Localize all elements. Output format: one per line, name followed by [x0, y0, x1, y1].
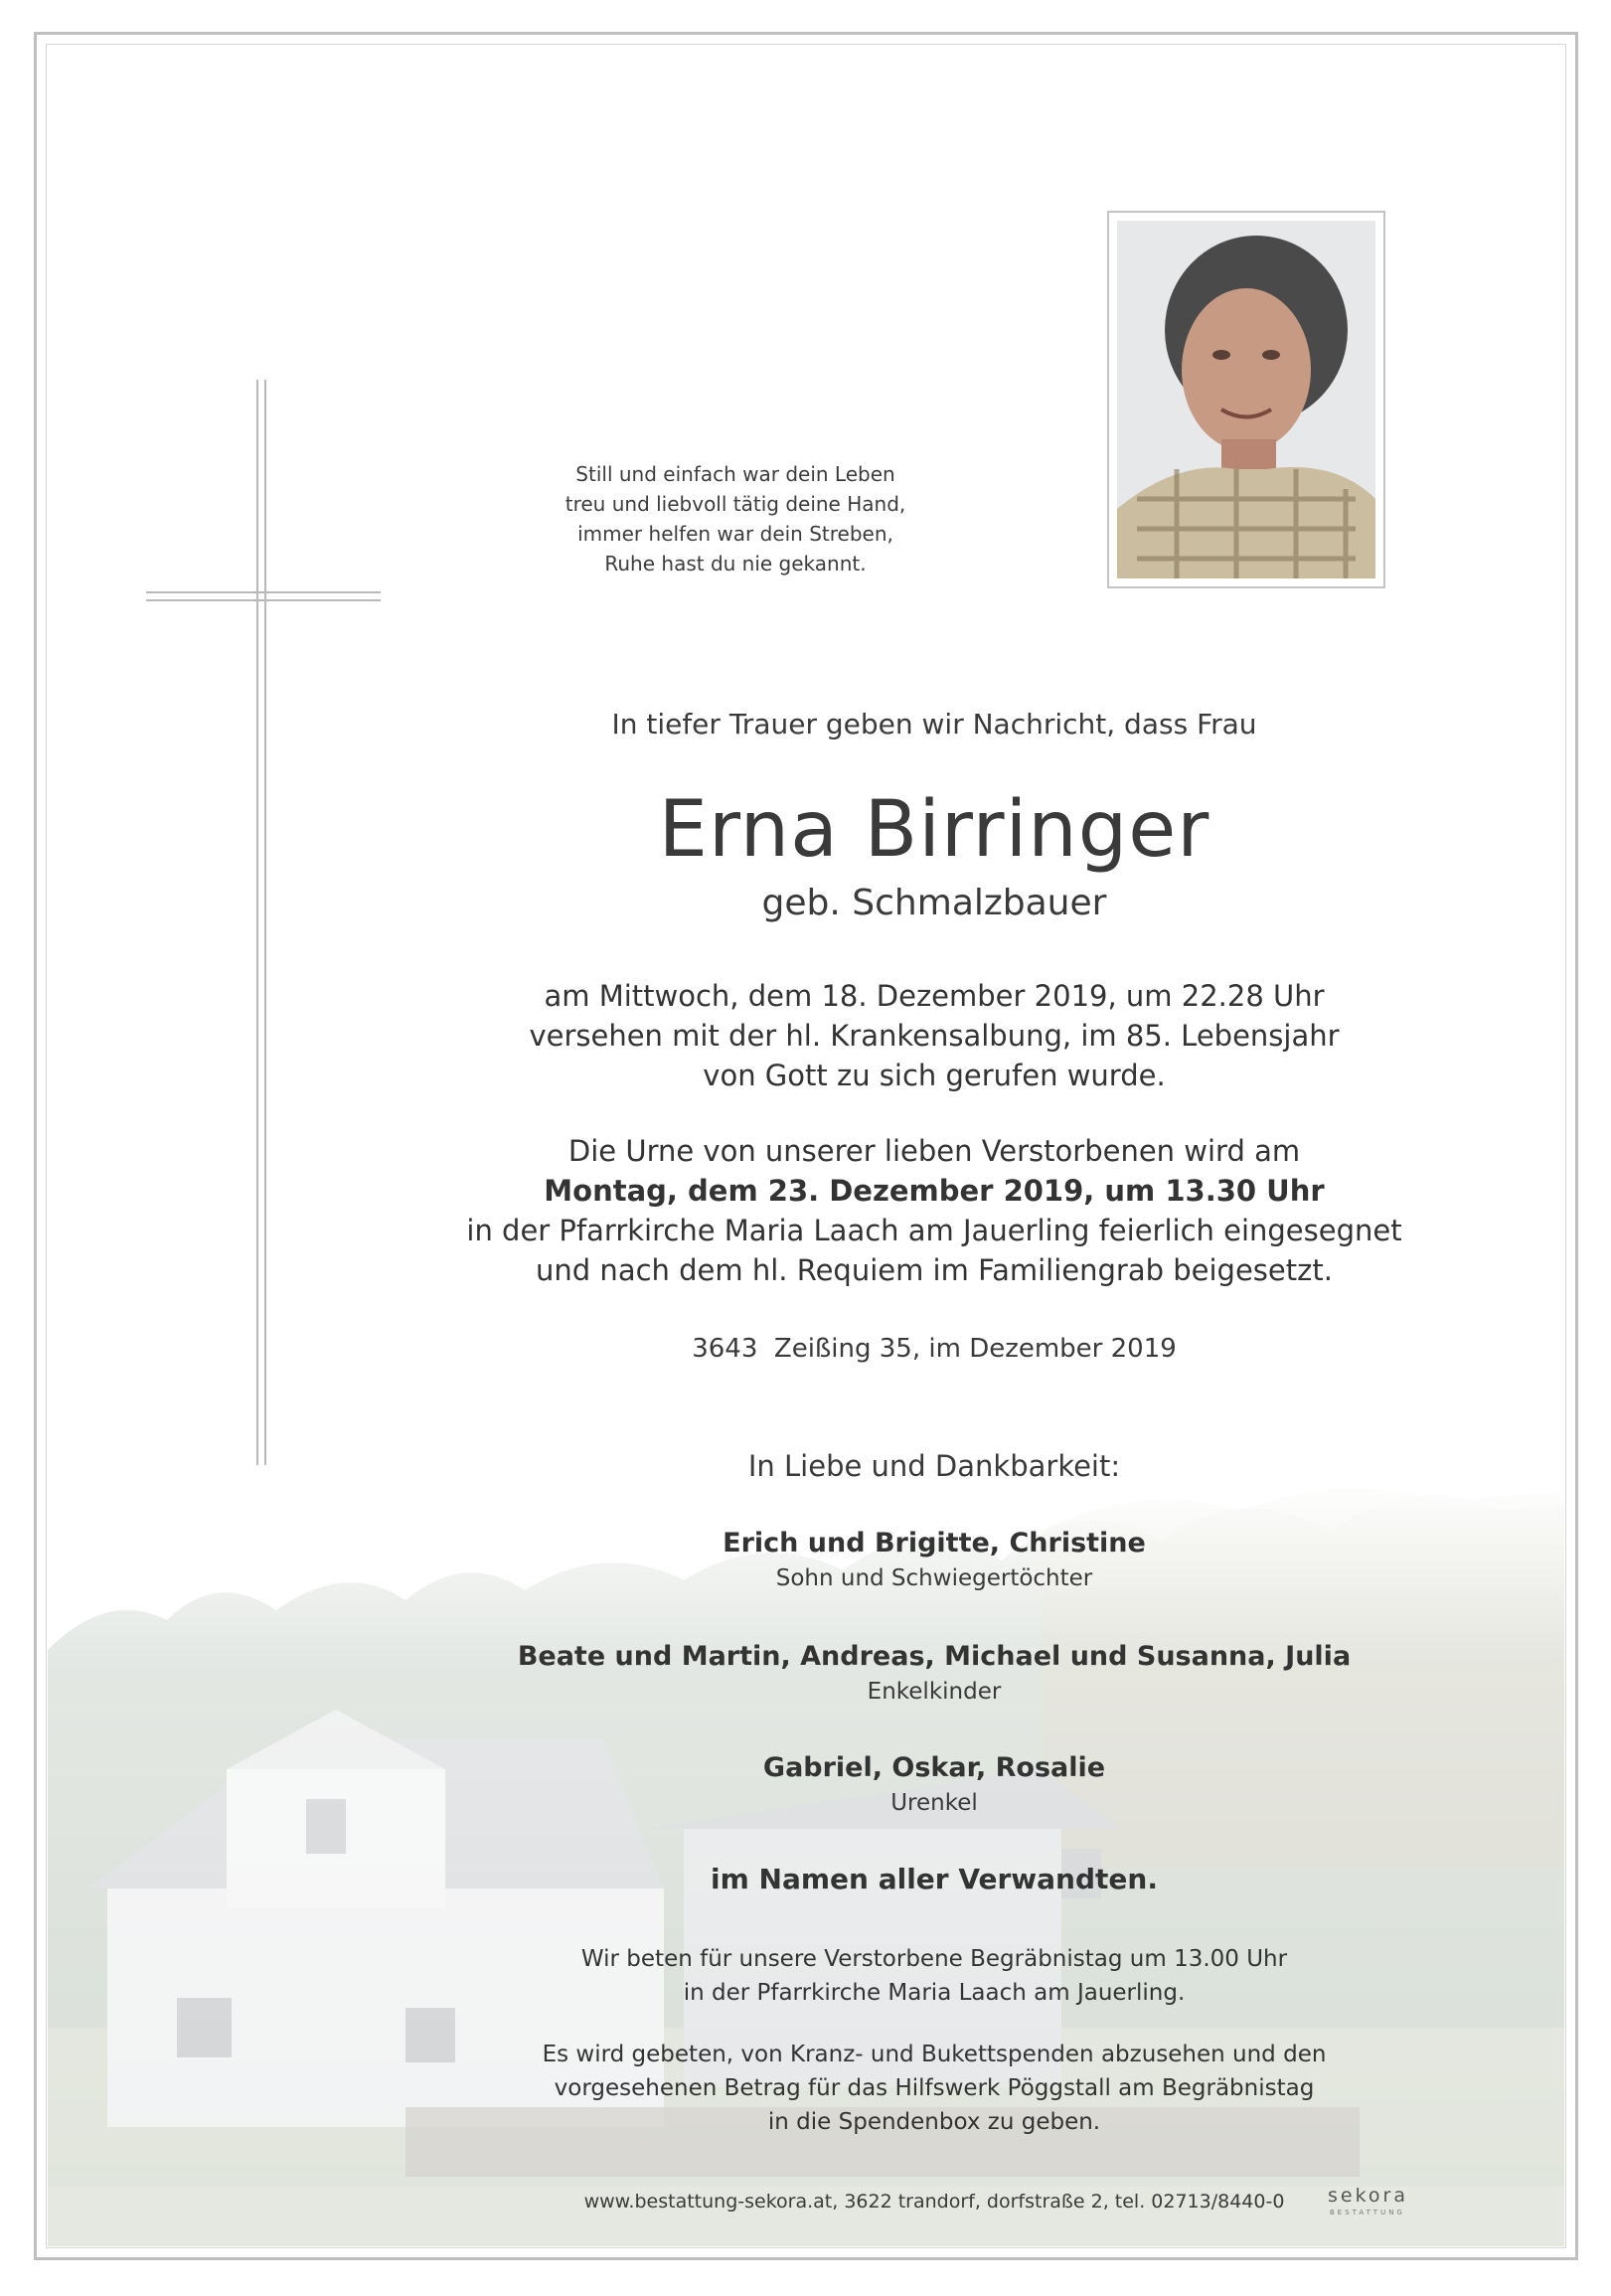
family-role: Enkelkinder	[867, 1679, 1002, 1705]
love-line: In Liebe und Dankbarkeit:	[747, 1449, 1121, 1483]
intro-text: In tiefer Trauer geben wir Nachricht, dass Frau	[611, 708, 1257, 740]
poem	[517, 459, 954, 578]
death-announcement	[378, 976, 1491, 1095]
cross-horizontal-line	[146, 591, 381, 593]
family-group	[378, 1749, 1491, 1819]
cross-vertical-line	[256, 380, 258, 1465]
family-role: Sohn und Schwiegertöchter	[775, 1565, 1093, 1591]
text-line: am Mittwoch, dem 18. Dezember 2019, um 22.28 Uhr	[544, 979, 1325, 1013]
text-line: und nach dem hl. Requiem im Familiengrab beigesetzt.	[536, 1253, 1333, 1287]
family-group	[378, 1638, 1491, 1708]
family-group	[378, 1525, 1491, 1594]
sekora-logo-subtitle: BESTATTUNG	[1330, 2209, 1405, 2216]
donation-note	[378, 2038, 1491, 2139]
text-line: Wir beten für unsere Verstorbene Begräbnistag um 13.00 Uhr	[580, 1946, 1288, 1972]
text-line: in der Pfarrkirche Maria Laach am Jauerling.	[683, 1980, 1186, 2006]
place-date: 3643 Zeißing 35, im Dezember 2019	[692, 1334, 1177, 1364]
poem-line: treu und liebvoll tätig deine Hand,	[564, 492, 906, 516]
text-line: von Gott zu sich gerufen wurde.	[703, 1059, 1166, 1092]
maiden-name: geb. Schmalzbauer	[761, 883, 1107, 923]
poem-line: Ruhe hast du nie gekannt.	[604, 552, 867, 575]
cross-vertical-line	[264, 380, 266, 1465]
prayer-note	[378, 1942, 1491, 2010]
family-names: Beate und Martin, Andreas, Michael und Susanna, Julia	[517, 1641, 1352, 1672]
funeral-announcement	[378, 1131, 1491, 1290]
text-line: in der Pfarrkirche Maria Laach am Jauerling feierlich eingesegnet	[466, 1214, 1402, 1247]
footer-contact: www.bestattung-sekora.at, 3622 trandorf, dorfstraße 2, tel. 02713/8440-0	[583, 2191, 1285, 2213]
sekora-logo: sekora	[1328, 2185, 1408, 2207]
deceased-name: Erna Birringer	[658, 785, 1210, 875]
text-line: in die Spendenbox zu geben.	[767, 2109, 1101, 2135]
family-names: Gabriel, Oskar, Rosalie	[762, 1752, 1106, 1783]
cross-horizontal-line	[146, 599, 381, 601]
text-line: vorgesehenen Betrag für das Hilfswerk Pöggstall am Begräbnistag	[554, 2075, 1315, 2101]
funeral-date: Montag, dem 23. Dezember 2019, um 13.30 Uhr	[544, 1174, 1325, 1208]
text-line: Es wird gebeten, von Kranz- und Bukettspenden abzusehen und den	[542, 2042, 1327, 2067]
family-role: Urenkel	[890, 1790, 978, 1816]
closing-line: im Namen aller Verwandten.	[711, 1863, 1158, 1895]
poem-line: immer helfen war dein Streben,	[577, 522, 893, 546]
text-line: versehen mit der hl. Krankensalbung, im 85. Lebensjahr	[529, 1019, 1340, 1053]
family-names: Erich und Brigitte, Christine	[723, 1528, 1146, 1558]
poem-line: Still und einfach war dein Leben	[575, 462, 895, 486]
text-line: Die Urne von unserer lieben Verstorbenen wird am	[567, 1134, 1301, 1168]
portrait-frame	[1107, 211, 1385, 588]
portrait-photo	[1117, 221, 1375, 578]
